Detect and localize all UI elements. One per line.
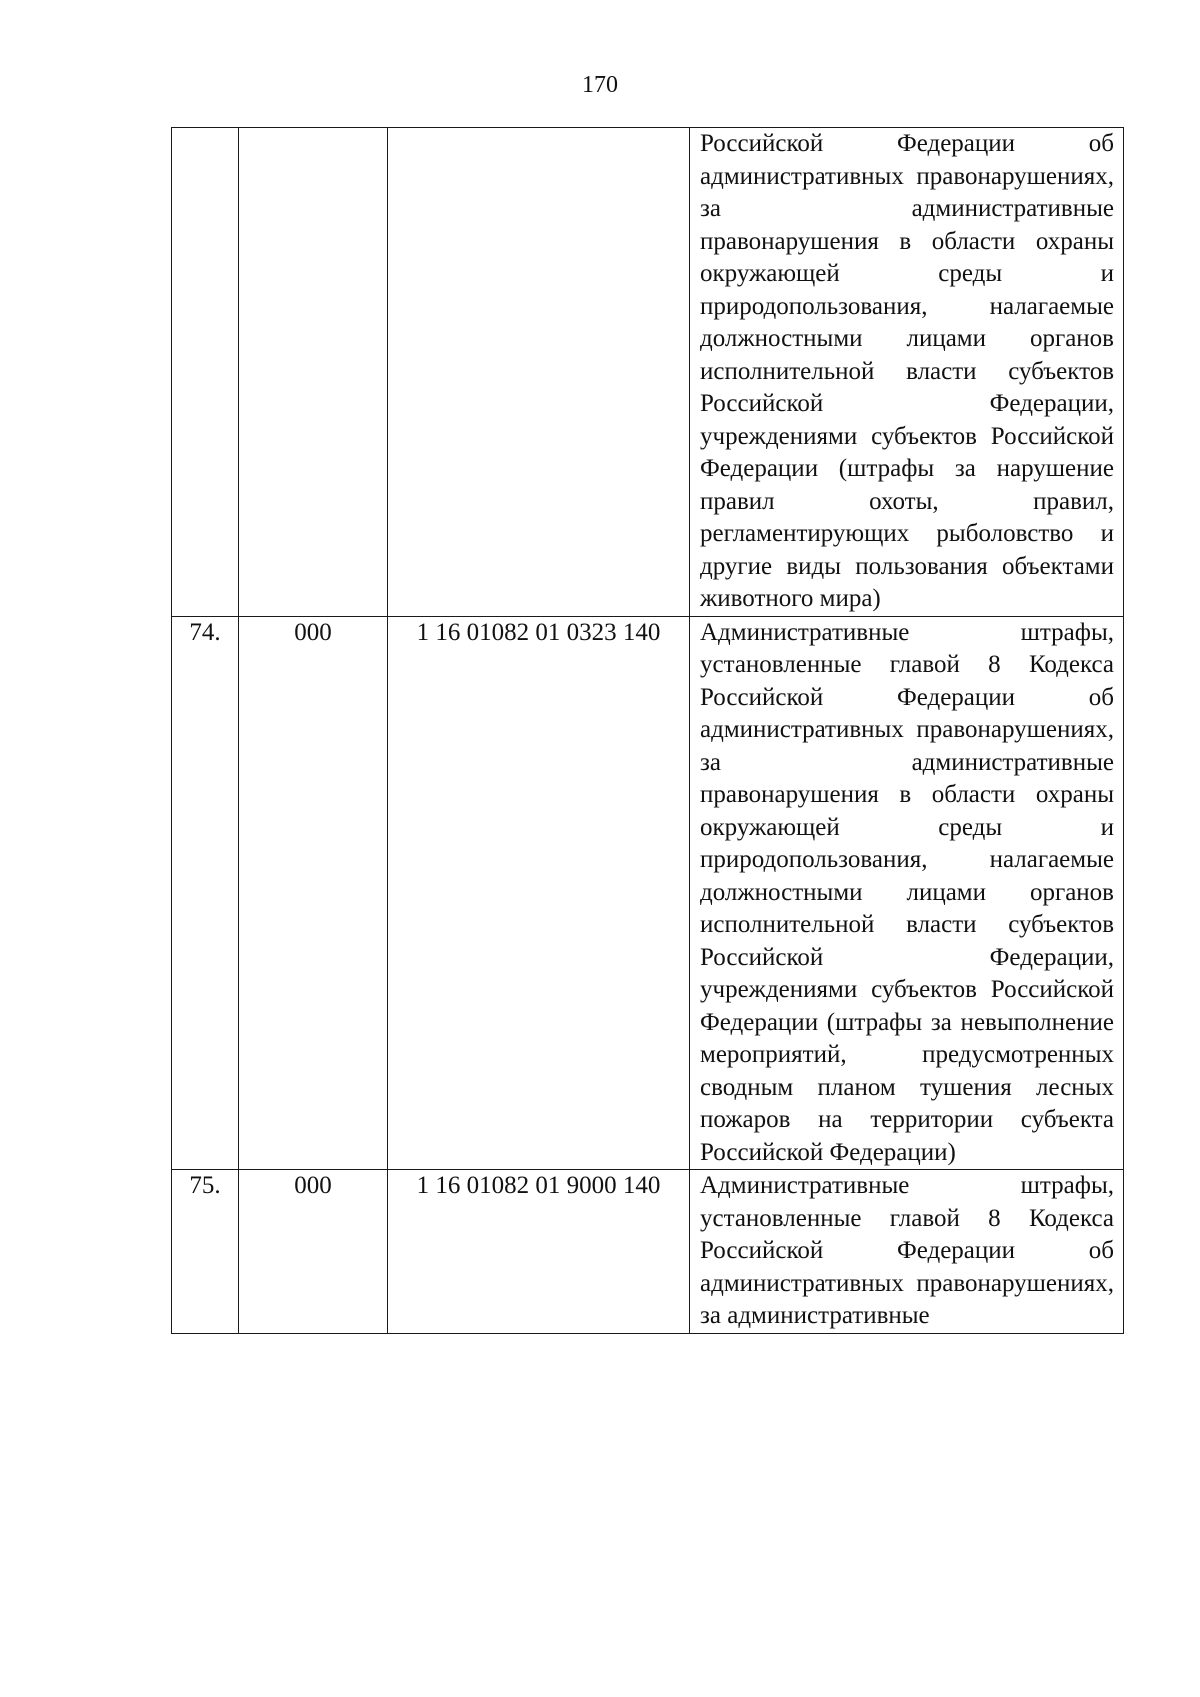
description-text: Административные штрафы, установленные главой 8 Кодекса Российской Федерации об административных правонарушениях, за административные правонарушения в области охраны окружающей среды и природопользования, налагаемые должностными лицами органов исполнительной власти субъектов Российской Федерации, учреждениями субъектов Российской Федерации (штрафы за невыполнение мероприятий, предусмотренных сводным планом тушения лесных пожаров на территории субъекта Российской Федерации) bbox=[700, 618, 1114, 1166]
row-number-cell bbox=[172, 1170, 239, 1334]
row-number-cell bbox=[172, 128, 239, 617]
admin-code-cell bbox=[239, 128, 388, 617]
description-text: Российской Федерации об административных правонарушениях, за административные правонарушения в области охраны окружающей среды и природопользования, налагаемые должностными лицами органов исполнительной власти субъектов Российской Федерации, учреждениями субъектов Российской Федерации (штрафы за нарушение правил охоты, правил, регламентирующих рыболовство и другие виды пользования объектами животного мира) bbox=[700, 130, 1114, 612]
kbk-code-cell bbox=[388, 616, 690, 1170]
description-cell bbox=[690, 128, 1124, 617]
kbk-code-cell bbox=[388, 128, 690, 617]
kbk-code: 1 16 01082 01 9000 140 bbox=[416, 1172, 661, 1199]
admin-code-cell bbox=[239, 616, 388, 1170]
description-cell bbox=[690, 1170, 1124, 1334]
page-number: 170 bbox=[582, 72, 618, 98]
description-cell bbox=[690, 616, 1124, 1170]
kbk-code-cell bbox=[388, 1170, 690, 1334]
budget-codes-table bbox=[171, 127, 1124, 1334]
row-number-cell bbox=[172, 616, 239, 1170]
admin-code-cell bbox=[239, 1170, 388, 1334]
admin-code: 000 bbox=[294, 618, 332, 646]
admin-code: 000 bbox=[294, 1172, 332, 1199]
row-number: 75. bbox=[189, 1172, 221, 1199]
description-text: Административные штрафы, установленные главой 8 Кодекса Российской Федерации об административных правонарушениях, за административные bbox=[700, 1172, 1114, 1329]
kbk-code: 1 16 01082 01 0323 140 bbox=[416, 618, 661, 646]
row-number: 74. bbox=[189, 618, 221, 646]
table-row bbox=[172, 1170, 1124, 1334]
table-row bbox=[172, 128, 1124, 617]
table-row bbox=[172, 616, 1124, 1170]
